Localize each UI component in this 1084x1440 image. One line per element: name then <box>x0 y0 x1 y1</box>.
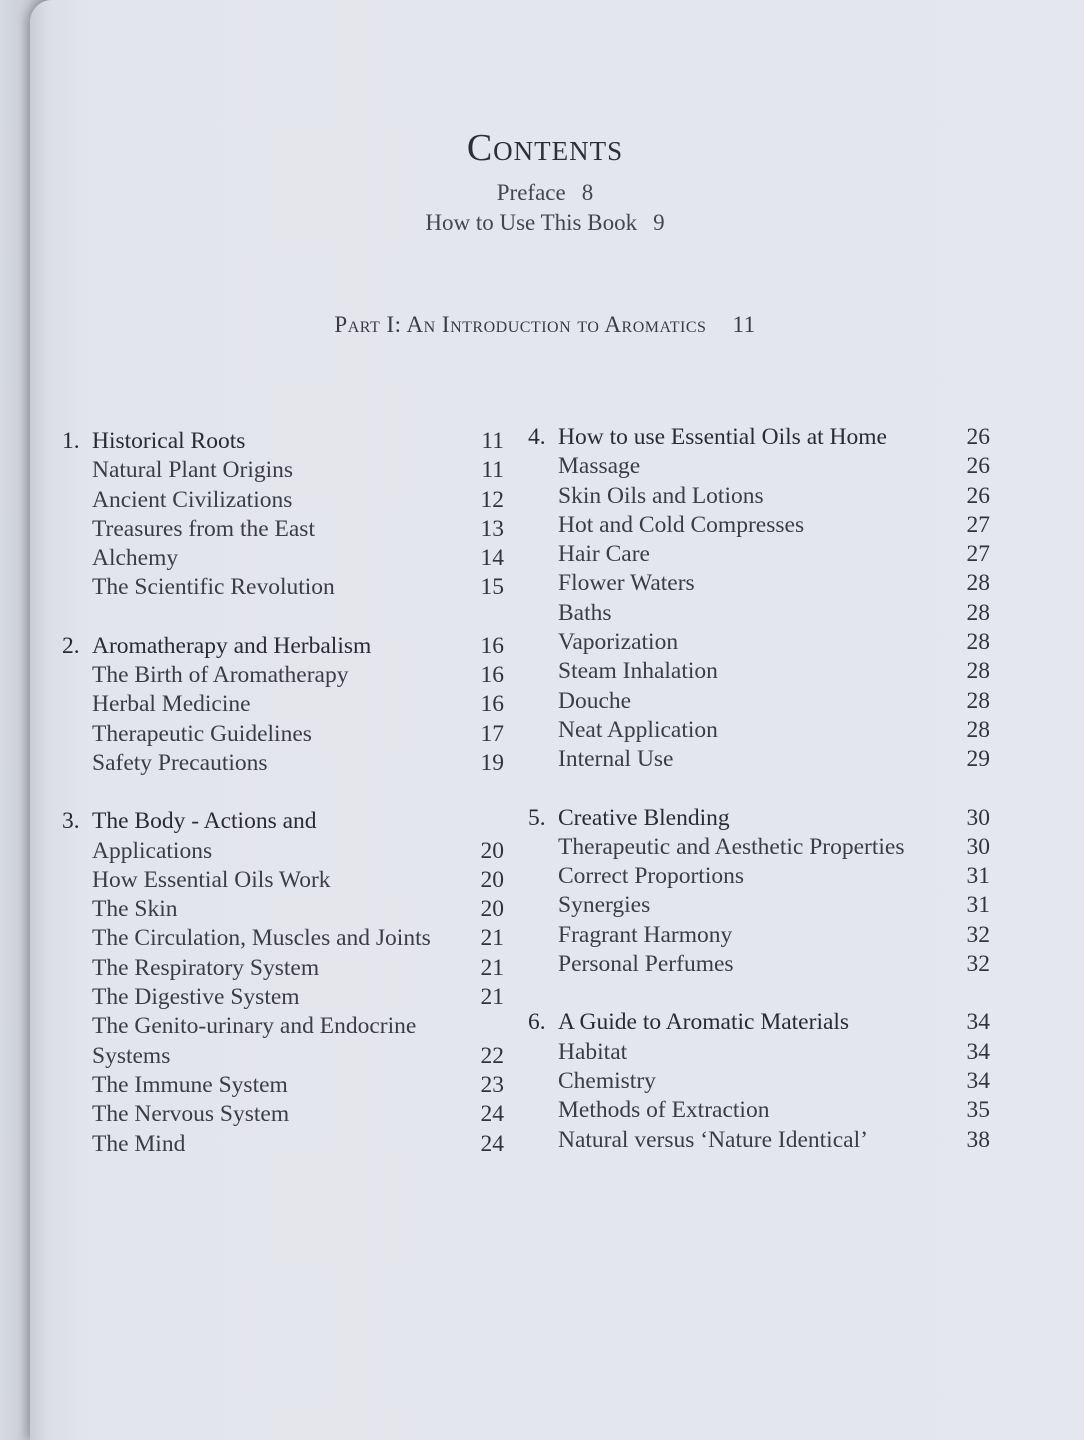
chapter-title-page: 30 <box>966 804 990 831</box>
toc-entry-text: Massage <box>558 453 641 480</box>
toc-entry <box>528 569 990 598</box>
toc-entry-page: 16 <box>480 691 504 718</box>
front-matter-page: 9 <box>653 210 665 235</box>
toc-entry <box>528 657 990 686</box>
toc-entry <box>528 950 990 979</box>
toc-entry-label <box>92 690 251 719</box>
part-page: 11 <box>732 312 756 337</box>
toc-entry <box>528 862 990 891</box>
toc-entry <box>528 745 990 774</box>
chapter-title-page: 26 <box>966 424 990 450</box>
toc-entry-cont-label <box>92 1042 170 1071</box>
toc-entry-page: 23 <box>480 1071 504 1098</box>
toc-entry-text: The Genito-urinary and Endocrine <box>92 1013 417 1040</box>
toc-entry-label <box>558 833 905 862</box>
toc-entry-page: 11 <box>481 457 504 484</box>
chapter-title-label <box>528 804 730 833</box>
toc-entry-page: 30 <box>966 833 990 860</box>
toc-entry <box>62 983 504 1012</box>
toc-entry-text: Chemistry <box>558 1067 656 1094</box>
chapter-title <box>528 804 990 833</box>
toc-entry-page: 26 <box>966 482 990 509</box>
toc-entry-label <box>558 862 744 891</box>
toc-entry-text: The Immune System <box>92 1071 288 1098</box>
chapter-title-cont <box>62 837 504 866</box>
toc-entry-label <box>558 452 640 481</box>
toc-entry-label <box>558 599 612 628</box>
toc-entry <box>62 866 504 895</box>
toc-entry <box>528 716 990 745</box>
toc-entry <box>528 599 990 628</box>
toc-entry-page: 28 <box>966 687 990 714</box>
toc-entry-text: Neat Application <box>558 716 718 743</box>
toc-entry-label <box>558 482 764 511</box>
toc-entry-text: Fragrant Harmony <box>558 921 733 948</box>
chapter-gap <box>528 775 990 804</box>
chapter-title-text: A Guide to Aromatic Materials <box>558 1009 850 1036</box>
toc-entry-page: 14 <box>480 545 504 572</box>
toc-entry <box>528 482 990 511</box>
toc-entry-text: Methods of Extraction <box>558 1097 770 1124</box>
toc-entry <box>62 661 504 690</box>
toc-entry-page: 21 <box>480 954 504 981</box>
toc-entry-label <box>558 1126 868 1155</box>
chapter-number: 1. <box>62 428 80 454</box>
toc-entry-page: 28 <box>966 570 990 597</box>
toc-entry <box>62 1071 504 1100</box>
toc-entry-text: How Essential Oils Work <box>92 866 331 893</box>
toc-entry-label <box>92 1012 416 1041</box>
chapter-title <box>62 427 504 456</box>
chapter-gap <box>62 603 504 632</box>
toc-entry <box>62 924 504 953</box>
chapter-title-text: Aromatherapy and Herbalism <box>92 632 372 659</box>
toc-entry-label <box>558 569 695 598</box>
toc-entry-label <box>92 866 331 895</box>
toc-left-column <box>62 427 504 1159</box>
toc-entry <box>62 690 504 719</box>
toc-entry-page: 27 <box>966 541 990 568</box>
toc-entry-label <box>92 924 431 953</box>
toc-entry-label <box>92 983 300 1012</box>
toc-entry <box>528 1067 990 1096</box>
chapter-title <box>62 632 504 661</box>
toc-entry <box>62 573 504 602</box>
chapter-number: 4. <box>528 424 546 450</box>
toc-entry <box>528 452 990 481</box>
toc-entry-label <box>92 1071 288 1100</box>
chapter-title-label <box>62 807 317 836</box>
chapter-number: 2. <box>62 632 80 659</box>
toc-entry-page: 31 <box>966 892 990 919</box>
toc-entry-text: Natural versus ‘Nature Identical’ <box>558 1126 868 1153</box>
chapter-title-text: Creative Blending <box>558 804 730 831</box>
toc-entry-label <box>558 1096 769 1125</box>
toc-entry <box>62 895 504 924</box>
toc-entry <box>528 1038 990 1067</box>
chapter-title <box>62 807 504 836</box>
toc-entry-text: Hair Care <box>558 541 650 568</box>
toc-entry-page: 31 <box>966 863 990 890</box>
toc-entry-page: 15 <box>480 574 504 601</box>
toc-entry-text: Vaporization <box>558 629 679 656</box>
chapter-title-label <box>528 423 887 452</box>
toc-entry <box>62 456 504 485</box>
chapter-title-page: 11 <box>481 428 504 454</box>
toc-entry-page: 28 <box>966 658 990 685</box>
toc-entry-label <box>558 687 631 716</box>
toc-entry <box>528 833 990 862</box>
toc-entry <box>528 921 990 950</box>
page-title: Contents <box>466 127 624 169</box>
toc-entry-label <box>558 1038 627 1067</box>
toc-entry-label <box>558 657 718 686</box>
toc-entry-text: Alchemy <box>92 545 179 572</box>
part-heading <box>30 312 1060 338</box>
toc-entry <box>528 511 990 540</box>
chapter-title-cont-label <box>92 837 212 866</box>
chapter-title-cont-text: Applications <box>92 837 213 864</box>
toc-entry <box>62 1012 504 1041</box>
chapter-title-text: Historical Roots <box>92 428 246 454</box>
chapter-number: 3. <box>62 808 80 835</box>
chapter-gap <box>528 979 990 1008</box>
toc-entry <box>528 540 990 569</box>
chapter-number: 6. <box>528 1009 546 1036</box>
toc-entry <box>528 687 990 716</box>
toc-entry-text: The Birth of Aromatherapy <box>92 662 349 689</box>
toc-entry-label <box>92 749 268 778</box>
toc-entry-label <box>558 716 718 745</box>
toc-entry-page: 16 <box>480 662 504 689</box>
toc-entry-text: Steam Inhalation <box>558 658 718 685</box>
toc-entry-page: 35 <box>966 1097 990 1124</box>
toc-entry-text: Safety Precautions <box>92 749 268 776</box>
toc-entry-label <box>558 921 732 950</box>
toc-entry-label <box>92 573 335 602</box>
toc-entry-text: The Mind <box>92 1130 186 1157</box>
toc-entry <box>528 1096 990 1125</box>
toc-entry-page: 32 <box>966 921 990 948</box>
toc-entry-label <box>92 486 292 515</box>
toc-entry-page: 13 <box>480 515 504 542</box>
toc-entry-text: Therapeutic and Aesthetic Properties <box>558 833 905 860</box>
toc-entry-text: Baths <box>558 599 612 626</box>
toc-entry-text: Correct Proportions <box>558 863 745 890</box>
chapter-title-label <box>62 632 371 661</box>
toc-entry-page: 28 <box>966 599 990 626</box>
toc-entry-text: Synergies <box>558 892 651 919</box>
toc-entry-page: 32 <box>966 951 990 978</box>
toc-entry-label <box>92 895 178 924</box>
chapter-title-page: 34 <box>966 1009 990 1036</box>
toc-entry-page: 26 <box>966 453 990 480</box>
toc-entry-text: The Skin <box>92 896 178 923</box>
toc-entry-text: Natural Plant Origins <box>92 457 294 484</box>
toc-entry-label <box>92 1100 289 1129</box>
toc-right-column <box>528 423 990 1155</box>
chapter-number: 5. <box>528 804 546 831</box>
toc-entry-text: Internal Use <box>558 746 674 773</box>
toc-entry-label <box>92 456 293 485</box>
toc-entry-label <box>558 1067 656 1096</box>
toc-entry <box>62 544 504 573</box>
toc-entry-label <box>558 950 734 979</box>
toc-entry-text: Douche <box>558 687 632 714</box>
toc-entry-page: 34 <box>966 1038 990 1065</box>
toc-entry-text: Treasures from the East <box>92 515 315 542</box>
toc-entry-page: 20 <box>480 896 504 923</box>
toc-entry-page: 24 <box>480 1130 504 1157</box>
toc-entry-page: 19 <box>480 749 504 776</box>
toc-entry <box>528 891 990 920</box>
toc-entry-label <box>558 540 650 569</box>
toc-entry-text: Herbal Medicine <box>92 691 251 718</box>
toc-entry-cont-page: 22 <box>480 1042 504 1069</box>
toc-entry-text: Hot and Cold Compresses <box>558 511 805 538</box>
toc-entry-label <box>558 511 804 540</box>
toc-entry <box>528 1126 990 1155</box>
toc-entry-text: The Nervous System <box>92 1101 290 1128</box>
toc-entry-label <box>92 1130 185 1159</box>
toc-entry-page: 21 <box>480 925 504 952</box>
chapter-title <box>528 423 990 452</box>
toc-entry-page: 28 <box>966 629 990 656</box>
toc-entry <box>528 628 990 657</box>
toc-entry <box>62 486 504 515</box>
toc-entry <box>62 749 504 778</box>
toc-entry-text: Ancient Civilizations <box>92 486 293 513</box>
toc-entry-text: The Digestive System <box>92 984 300 1011</box>
contents-page <box>30 0 1084 1440</box>
toc-entry-label <box>558 745 674 774</box>
toc-entry-text: Flower Waters <box>558 570 695 597</box>
toc-entry-text: The Circulation, Muscles and Joints <box>92 925 431 952</box>
toc-entry-page: 38 <box>966 1126 990 1153</box>
chapter-title-text: The Body - Actions and <box>92 808 317 835</box>
toc-entry-label <box>92 515 315 544</box>
chapter-title <box>528 1008 990 1037</box>
toc-entry-label <box>92 954 319 983</box>
toc-entry <box>62 515 504 544</box>
toc-entry <box>62 1100 504 1129</box>
chapter-title-page: 16 <box>480 632 504 659</box>
toc-entry-text: Skin Oils and Lotions <box>558 482 764 509</box>
toc-entry-page: 12 <box>480 486 504 513</box>
toc-entry-page: 29 <box>966 746 990 773</box>
toc-entry <box>62 954 504 983</box>
toc-entry-text: Therapeutic Guidelines <box>92 720 312 747</box>
toc-entry <box>62 720 504 749</box>
toc-entry-label <box>92 544 178 573</box>
front-matter-label: Preface <box>496 180 566 205</box>
toc-entry-page: 24 <box>480 1101 504 1128</box>
toc-entry-page: 20 <box>480 866 504 893</box>
part-label: Part I: An Introduction to Aromatics <box>334 312 707 337</box>
toc-entry-label <box>558 891 650 920</box>
front-matter-preface <box>30 180 1060 206</box>
chapter-title-text: How to use Essential Oils at Home <box>558 424 887 450</box>
toc-entry-label <box>92 661 348 690</box>
toc-entry-text: The Scientific Revolution <box>92 574 335 601</box>
toc-entry-label <box>558 628 678 657</box>
toc-entry-text: Habitat <box>558 1038 628 1065</box>
front-matter-how-to-use <box>30 210 1060 236</box>
toc-entry-page: 17 <box>480 720 504 747</box>
chapter-title-cont-page: 20 <box>480 837 504 864</box>
chapter-title-label <box>528 1008 849 1037</box>
toc-entry-text: Personal Perfumes <box>558 951 734 978</box>
toc-entry-page: 34 <box>966 1067 990 1094</box>
front-matter-page: 8 <box>581 180 594 205</box>
toc-entry-cont-text: Systems <box>92 1042 171 1069</box>
front-matter-label: How to Use This Book <box>425 210 638 235</box>
chapter-gap <box>62 778 504 807</box>
toc-entry-page: 28 <box>966 716 990 743</box>
chapter-title-label <box>62 427 245 456</box>
toc-entry-label <box>92 720 312 749</box>
toc-entry-text: The Respiratory System <box>92 954 320 981</box>
toc-entry <box>62 1130 504 1159</box>
toc-entry-cont <box>62 1042 504 1071</box>
toc-entry-page: 21 <box>480 984 504 1011</box>
toc-entry-page: 27 <box>966 511 990 538</box>
